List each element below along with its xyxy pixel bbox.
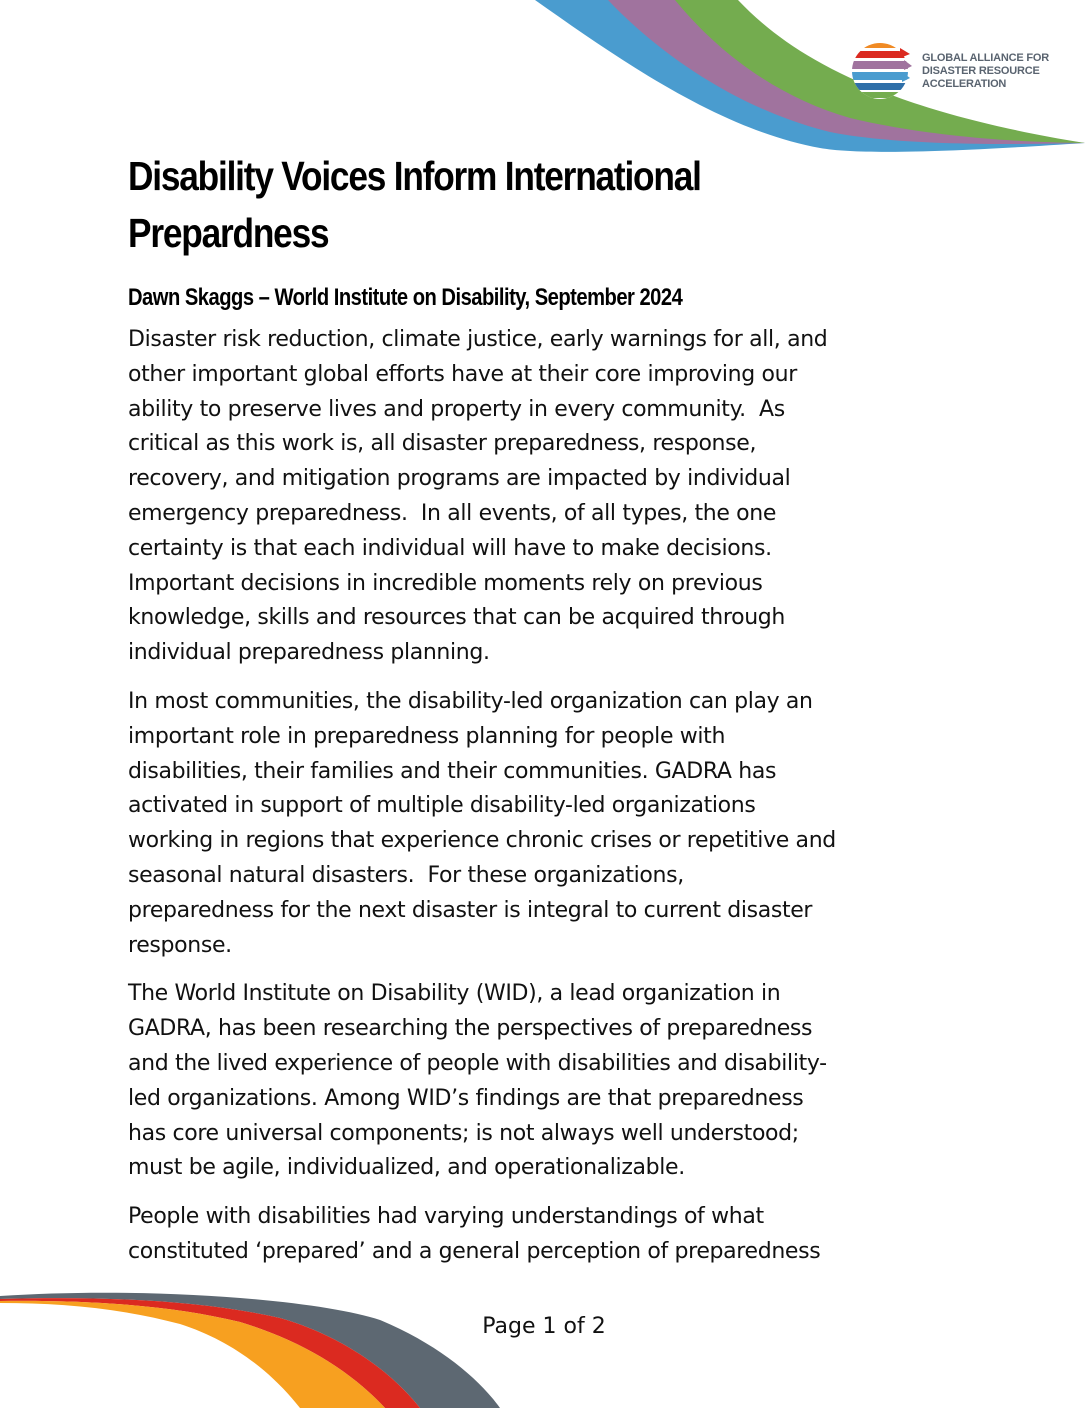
text-line: recovery, and mitigation programs are impacted by individual bbox=[128, 466, 791, 492]
text-line: Disaster risk reduction, climate justice, early warnings for all, and bbox=[128, 327, 828, 352]
text-line: seasonal natural disasters. For these organizations, bbox=[128, 862, 684, 888]
text-line: People with disabilities had varying understandings of what bbox=[128, 1204, 764, 1230]
paragraph-4 bbox=[128, 1200, 968, 1270]
logo-line-2: DISASTER RESOURCE bbox=[922, 64, 1040, 77]
text-line: response. bbox=[128, 932, 232, 958]
text-line: constituted ‘prepared’ and a general perception of preparedness bbox=[128, 1238, 821, 1264]
page-number: Page 1 of 2 bbox=[482, 1314, 606, 1339]
text-line: knowledge, skills and resources that can be acquired through bbox=[128, 605, 785, 631]
text-line: GADRA, has been researching the perspectives of preparedness bbox=[128, 1016, 813, 1042]
text-line: working in regions that experience chronic crises or repetitive and bbox=[128, 828, 836, 854]
text-line: preparedness for the next disaster is integral to current disaster bbox=[128, 897, 813, 923]
text-line: has core universal components; is not always well understood; bbox=[128, 1120, 799, 1146]
text-line: Important decisions in incredible moments rely on previous bbox=[128, 570, 763, 596]
text-line: certainty is that each individual will have to make decisions. bbox=[128, 535, 772, 561]
paragraph-1 bbox=[128, 323, 968, 671]
gadra-logo bbox=[850, 38, 1049, 104]
paragraph-2 bbox=[128, 685, 968, 963]
text-line: important role in preparedness planning for people with bbox=[128, 723, 726, 749]
article-byline: Dawn Skaggs – World Institute on Disability, September 2024 bbox=[128, 284, 683, 311]
title-line-1: Disability Voices Inform International bbox=[128, 153, 701, 199]
text-line: critical as this work is, all disaster preparedness, response, bbox=[128, 431, 757, 457]
text-line: other important global efforts have at their core improving our bbox=[128, 361, 797, 387]
logo-line-1: GLOBAL ALLIANCE FOR bbox=[922, 51, 1049, 64]
text-line: ability to preserve lives and property in every community. As bbox=[128, 396, 785, 422]
paragraph-3 bbox=[128, 977, 968, 1186]
text-line: emergency preparedness. In all events, of all types, the one bbox=[128, 500, 777, 526]
text-line: led organizations. Among WID’s findings are that preparedness bbox=[128, 1085, 804, 1111]
gadra-logo-text bbox=[922, 52, 1049, 91]
logo-line-3: ACCELERATION bbox=[922, 77, 1007, 90]
article-title bbox=[128, 148, 971, 262]
gadra-globe-icon bbox=[850, 38, 912, 104]
text-line: and the lived experience of people with disabilities and disability- bbox=[128, 1050, 827, 1076]
article bbox=[128, 148, 968, 1270]
title-line-2: Prepardness bbox=[128, 210, 329, 256]
text-line: must be agile, individualized, and operationalizable. bbox=[128, 1155, 685, 1181]
text-line: individual preparedness planning. bbox=[128, 640, 490, 666]
text-line: activated in support of multiple disability-led organizations bbox=[128, 793, 756, 819]
text-line: In most communities, the disability-led organization can play an bbox=[128, 688, 813, 714]
text-line: disabilities, their families and their communities. GADRA has bbox=[128, 758, 777, 784]
text-line: The World Institute on Disability (WID), a lead organization in bbox=[128, 981, 781, 1007]
